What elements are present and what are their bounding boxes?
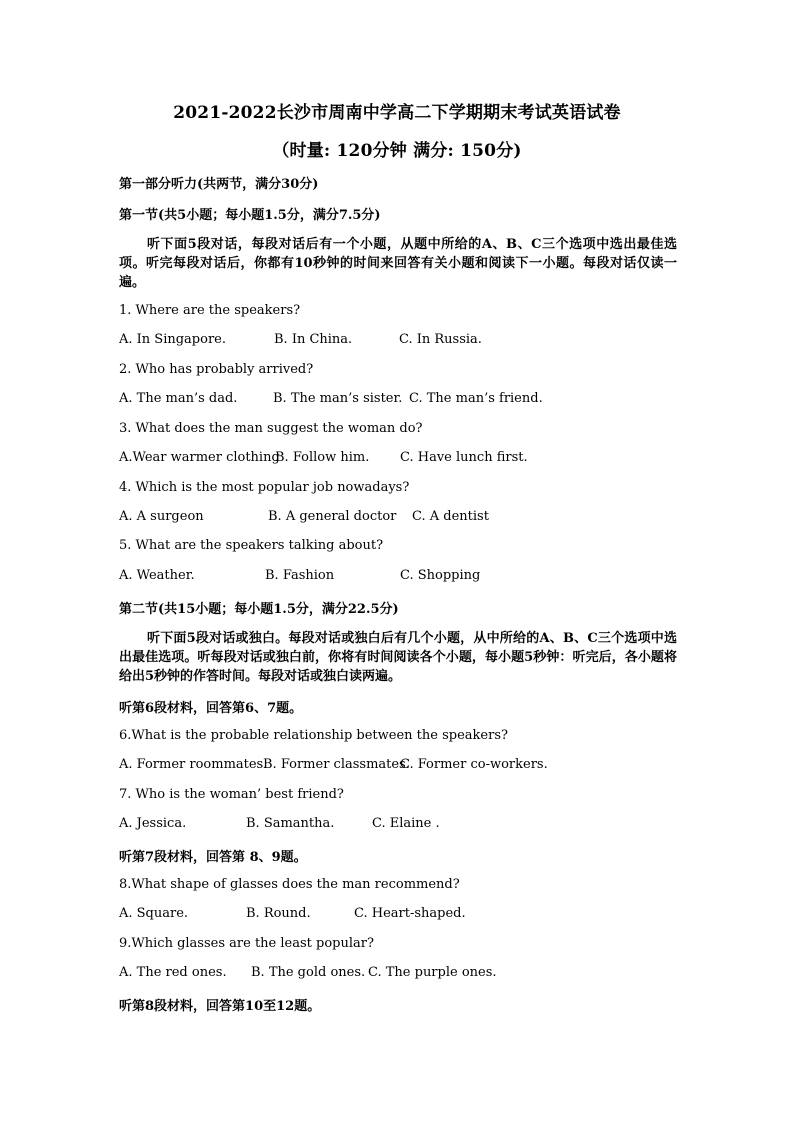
option-c: C. In Russia. (399, 332, 482, 347)
option-a: A. The man’s dad. (119, 391, 238, 406)
option-c: C. Heart-shaped. (354, 906, 466, 921)
option-c: C. Elaine . (372, 816, 440, 831)
option-c: C. Shopping (400, 568, 481, 583)
material-6-heading: 听第6段材料，回答第6、7题。 (119, 701, 303, 716)
option-b: B. The gold ones. (251, 965, 366, 980)
option-b: B. Former classmates. (263, 757, 410, 772)
question-stem: 2. Who has probably arrived? (119, 362, 314, 377)
question-stem: 6.What is the probable relationship between the speakers? (119, 728, 508, 743)
exam-title: 2021-2022长沙市周南中学高二下学期期末考试英语试卷 (173, 103, 621, 123)
option-b: B. In China. (274, 332, 353, 347)
question-options (119, 509, 679, 527)
question-options (119, 965, 679, 983)
question-stem: 9.Which glasses are the least popular? (119, 936, 374, 951)
option-a: A. Square. (119, 906, 189, 921)
option-b: B. The man’s sister. (273, 391, 403, 406)
question-options (119, 450, 679, 468)
option-a: A. Former roommates. (119, 757, 268, 772)
question-options (119, 332, 679, 350)
part1-heading: 第一部分听力(共两节，满分30分) (119, 177, 319, 192)
option-a: A.Wear warmer clothing (119, 450, 280, 465)
question-options (119, 816, 679, 834)
question-stem: 8.What shape of glasses does the man recommend? (119, 877, 460, 892)
question-stem: 1. Where are the speakers? (119, 303, 301, 318)
exam-subtitle: （时量: 120分钟 满分: 150分) (272, 141, 522, 161)
material-8-heading: 听第8段材料，回答第10至12题。 (119, 999, 321, 1014)
option-b: B. Round. (246, 906, 311, 921)
section1-instructions: 听下面5段对话，每段对话后有一个小题，从题中所给的A、B、C三个选项中选出最佳选项。听完每段对话后，你都有10秒钟的时间来回答有关小题和阅读下一小题。每段对话仅读一遍。 (119, 237, 677, 290)
option-c: C. The man’s friend. (409, 391, 543, 406)
question-options (119, 757, 679, 775)
option-a: A. A surgeon (119, 509, 204, 524)
section2-heading: 第二节(共15小题；每小题1.5分，满分22.5分) (119, 602, 399, 617)
option-a: A. In Singapore. (119, 332, 226, 347)
question-stem: 3. What does the man suggest the woman do? (119, 421, 423, 436)
question-options (119, 568, 679, 586)
option-b: B. Samantha. (246, 816, 335, 831)
section2-instructions: 听下面5段对话或独白。每段对话或独白后有几个小题，从中所给的A、B、C三个选项中选出最佳选项。听每段对话或独白前，你将有时间阅读各个小题，每小题5秒钟：听完后，各小题将给出5秒钟的作答时间。每段对话或独白读两遍。 (119, 631, 677, 684)
question-options (119, 391, 679, 409)
option-c: C. The purple ones. (368, 965, 497, 980)
question-stem: 5. What are the speakers talking about? (119, 538, 384, 553)
option-c: C. A dentist (412, 509, 489, 524)
section1-heading: 第一节(共5小题；每小题1.5分，满分7.5分) (119, 208, 381, 223)
question-options (119, 906, 679, 924)
option-a: A. Jessica. (119, 816, 187, 831)
question-stem: 4. Which is the most popular job nowadays? (119, 480, 410, 495)
material-7-heading: 听第7段材料，回答第 8、9题。 (119, 850, 307, 865)
option-a: A. The red ones. (119, 965, 227, 980)
option-c: C. Have lunch first. (400, 450, 528, 465)
option-b: B. Follow him. (275, 450, 370, 465)
option-b: B. Fashion (265, 568, 335, 583)
option-c: C. Former co-workers. (400, 757, 548, 772)
option-a: A. Weather. (119, 568, 195, 583)
question-stem: 7. Who is the woman’ best friend? (119, 787, 344, 802)
option-b: B. A general doctor (268, 509, 397, 524)
